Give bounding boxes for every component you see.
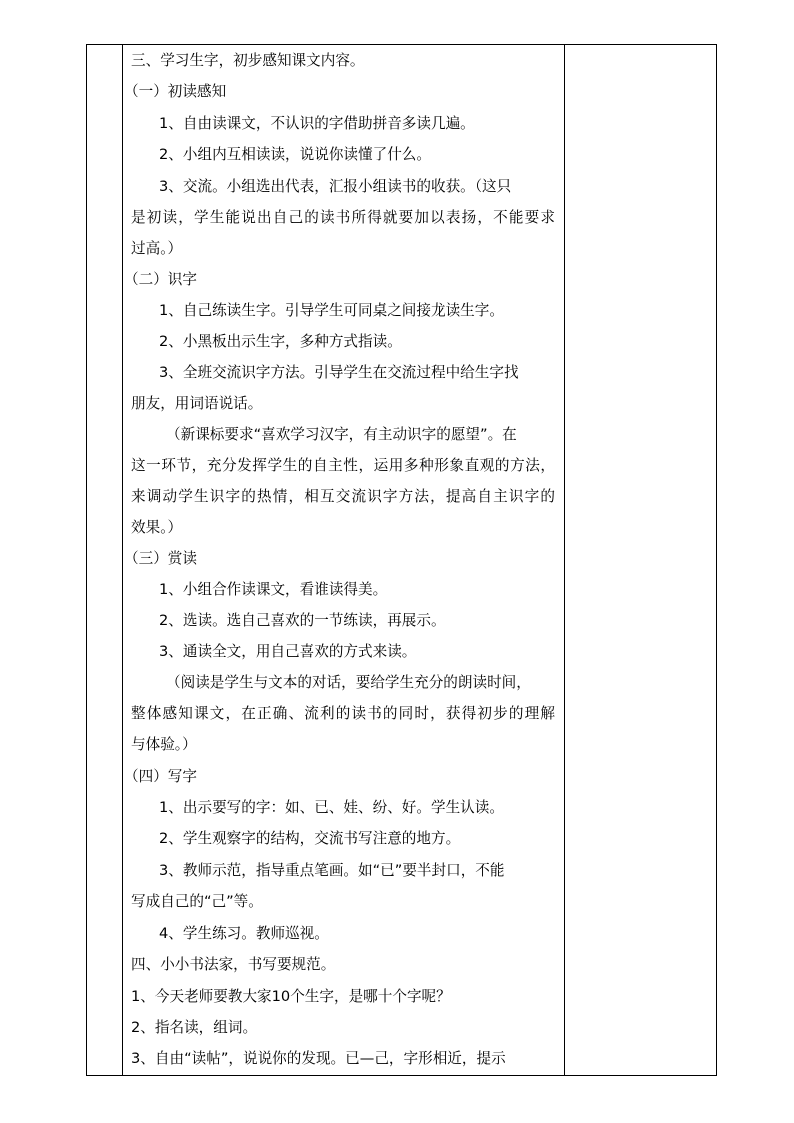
- text-line: 整体感知课文，在正确、流利的读书的同时，获得初步的理解: [131, 705, 555, 722]
- text-line: 2、学生观察字的结构，交流书写注意的地方。: [159, 830, 461, 847]
- text-line: （新课标要求“喜欢学习汉字，有主动识字的愿望”。在: [166, 426, 517, 443]
- text-line: 4、学生练习。教师巡视。: [159, 925, 329, 942]
- text-line: 与体验。）: [131, 736, 197, 753]
- text-line: 朋友，用词语说话。: [131, 395, 263, 412]
- text-line: 1、今天老师要教大家10个生字，是哪十个字呢？: [131, 988, 451, 1005]
- sub-heading: （四）写字: [124, 768, 197, 785]
- sub-heading: （二）识字: [124, 271, 197, 288]
- text-line: 3、全班交流识字方法。引导学生在交流过程中给生字找: [159, 364, 519, 381]
- text-line: 3、通读全文，用自己喜欢的方式来读。: [159, 643, 417, 660]
- text-line: 1、出示要写的字：如、已、娃、纷、好。学生认读。: [159, 799, 504, 816]
- text-line: 过高。）: [131, 240, 183, 257]
- text-line: 这一环节，充分发挥学生的自主性，运用多种形象直观的方法，: [131, 457, 555, 474]
- column-divider-left: [122, 45, 123, 1075]
- text-line: 2、选读。选自己喜欢的一节练读，再展示。: [159, 612, 446, 629]
- column-divider-right: [564, 45, 565, 1075]
- lesson-content-cell: [124, 45, 561, 1075]
- text-line: 1、自由读课文，不认识的字借助拼音多读几遍。: [159, 115, 475, 132]
- text-line: （阅读是学生与文本的对话，要给学生充分的朗读时间，: [166, 674, 531, 691]
- text-line: 3、自由“读帖”，说说你的发现。已—己，字形相近，提示: [131, 1050, 506, 1067]
- text-line: 3、教师示范，指导重点笔画。如“已”要半封口，不能: [159, 862, 505, 879]
- text-line: 是初读，学生能说出自己的读书所得就要加以表扬，不能要求: [131, 209, 555, 226]
- text-line: 1、小组合作读课文，看谁读得美。: [159, 581, 388, 598]
- section-heading: 四、小小书法家，书写要规范。: [131, 956, 336, 973]
- section-heading: 三、学习生字，初步感知课文内容。: [131, 52, 365, 69]
- text-line: 来调动学生识字的热情，相互交流识字方法，提高自主识字的: [131, 488, 555, 505]
- text-line: 2、小组内互相读读，说说你读懂了什么。: [159, 146, 431, 163]
- text-line: 2、指名读，组词。: [131, 1019, 258, 1036]
- text-line: 写成自己的“己”等。: [131, 893, 263, 910]
- text-line: 2、小黑板出示生字，多种方式指读。: [159, 333, 402, 350]
- text-line: 效果。）: [131, 519, 183, 536]
- sub-heading: （三）赏读: [124, 550, 197, 567]
- text-line: 3、交流。小组选出代表，汇报小组读书的收获。（这只: [159, 178, 512, 195]
- lesson-plan-table: [86, 44, 717, 1076]
- sub-heading: （一）初读感知: [124, 83, 227, 100]
- text-line: 1、自己练读生字。引导学生可同桌之间接龙读生字。: [159, 302, 504, 319]
